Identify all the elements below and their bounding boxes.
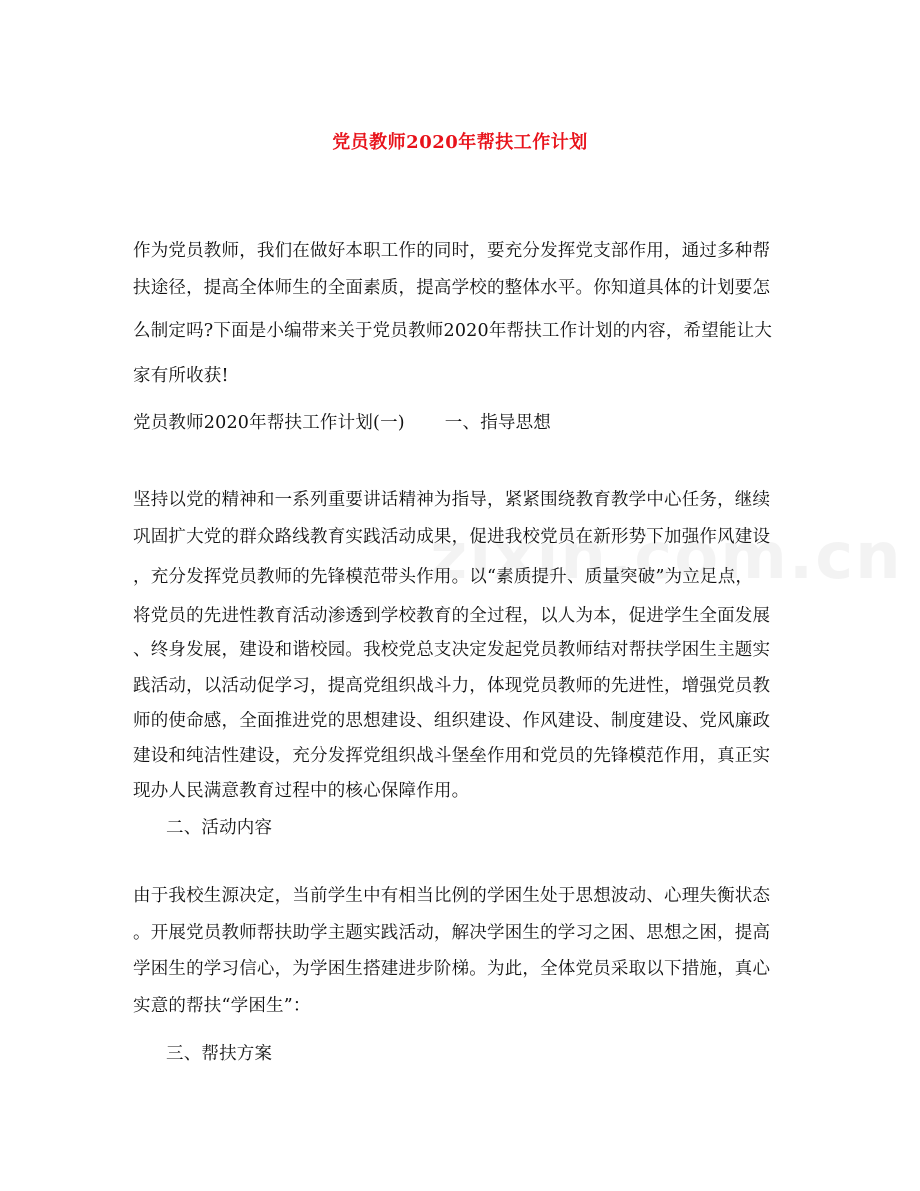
intro-line-3: 么制定吗?下面是小编带来关于党员教师2020年帮扶工作计划的内容，希望能让大 xyxy=(133,321,773,341)
intro-line-1: 作为党员教师，我们在做好本职工作的同时，要充分发挥党支部作用，通过多种帮 xyxy=(133,241,771,261)
section1-line-1: 坚持以党的精神和一系列重要讲话精神为指导，紧紧围绕教育教学中心任务，继续 xyxy=(133,490,771,510)
section2-line-1: 由于我校生源决定，当前学生中有相当比例的学困生处于思想波动、心理失衡状态 xyxy=(133,886,771,906)
section1-heading: 一、指导思想 xyxy=(444,413,551,433)
section2-line-4: 实意的帮扶“学困生”： xyxy=(133,996,311,1016)
section1-line-2: 巩固扩大党的群众路线教育实践活动成果，促进我校党员在新形势下加强作风建设 xyxy=(133,527,771,547)
section3-heading: 三、帮扶方案 xyxy=(166,1044,273,1064)
section1-line-4: 将党员的先进性教育活动渗透到学校教育的全过程，以人为本，促进学生全面发展 xyxy=(133,606,771,626)
plan-heading: 党员教师2020年帮扶工作计划(一) xyxy=(133,413,405,433)
section1-line-6: 践活动，以活动促学习，提高党组织战斗力，体现党员教师的先进性，增强党员教 xyxy=(133,676,771,696)
section1-line-7: 师的使命感，全面推进党的思想建设、组织建设、作风建设、制度建设、党风廉政 xyxy=(133,711,771,731)
section2-line-2: 。开展党员教师帮扶助学主题实践活动，解决学困生的学习之困、思想之困，提高 xyxy=(133,923,771,943)
section2-heading: 二、活动内容 xyxy=(166,818,273,838)
section1-line-3: ，充分发挥党员教师的先锋模范带头作用。以“素质提升、质量突破”为立足点， xyxy=(133,567,754,587)
section1-line-9: 现办人民满意教育过程中的核心保障作用。 xyxy=(133,781,470,801)
section1-line-5: 、终身发展，建设和谐校园。我校党总支决定发起党员教师结对帮扶学困生主题实 xyxy=(133,640,771,660)
intro-line-4: 家有所收获! xyxy=(133,366,229,386)
section1-line-8: 建设和纯洁性建设，充分发挥党组织战斗堡垒作用和党员的先锋模范作用，真正实 xyxy=(133,746,771,766)
plan-heading-row xyxy=(133,412,551,434)
page-title: 党员教师2020年帮扶工作计划 xyxy=(332,132,588,153)
section2-line-3: 学困生的学习信心，为学困生搭建进步阶梯。为此，全体党员采取以下措施，真心 xyxy=(133,959,771,979)
intro-line-2: 扶途径，提高全体师生的全面素质，提高学校的整体水平。你知道具体的计划要怎 xyxy=(133,278,771,298)
